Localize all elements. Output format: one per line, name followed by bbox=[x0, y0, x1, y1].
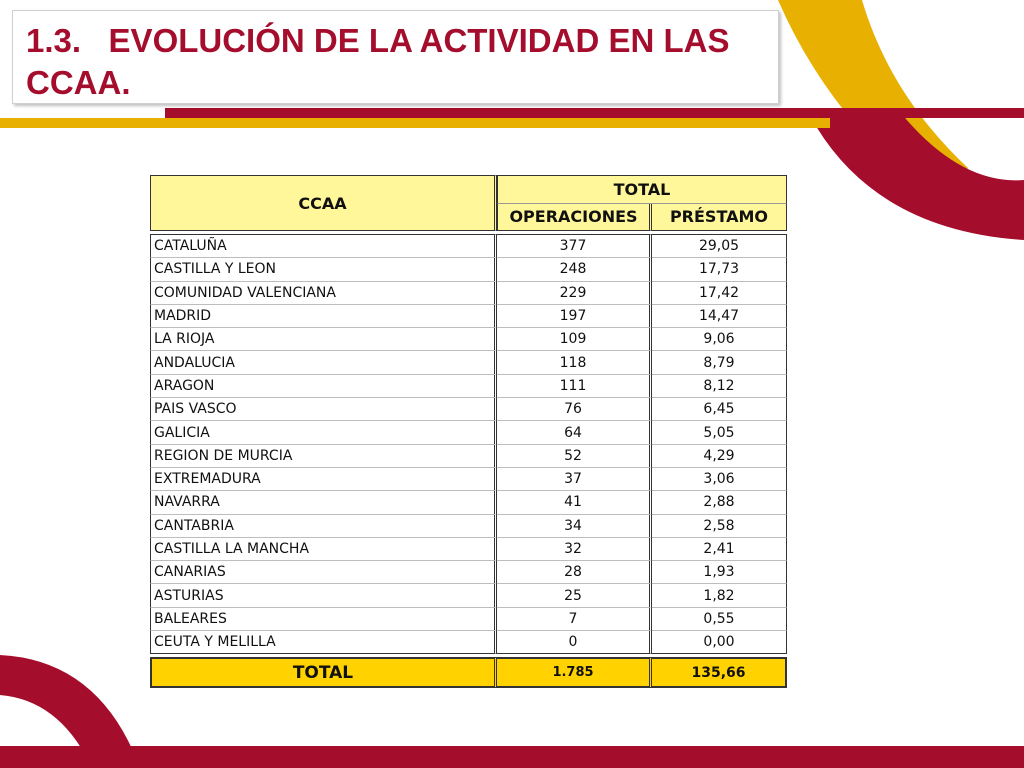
total-prestamo: 135,66 bbox=[652, 657, 787, 688]
total-label: TOTAL bbox=[150, 657, 497, 688]
cell-ccaa: NAVARRA bbox=[150, 491, 497, 514]
cell-prestamo: 2,88 bbox=[652, 491, 787, 514]
cell-operaciones: 64 bbox=[497, 421, 652, 444]
table-row bbox=[150, 561, 787, 584]
cell-prestamo: 2,41 bbox=[652, 538, 787, 561]
table-row bbox=[150, 538, 787, 561]
table-row bbox=[150, 328, 787, 351]
cell-ccaa: EXTREMADURA bbox=[150, 468, 497, 491]
cell-operaciones: 109 bbox=[497, 328, 652, 351]
cell-operaciones: 377 bbox=[497, 234, 652, 258]
cell-operaciones: 118 bbox=[497, 351, 652, 374]
cell-operaciones: 0 bbox=[497, 631, 652, 654]
table-row bbox=[150, 258, 787, 281]
cell-ccaa: ANDALUCIA bbox=[150, 351, 497, 374]
header-ccaa: CCAA bbox=[150, 175, 497, 231]
bottom-stripe-decoration bbox=[0, 746, 1024, 768]
cell-operaciones: 34 bbox=[497, 515, 652, 538]
cell-ccaa: GALICIA bbox=[150, 421, 497, 444]
table-row bbox=[150, 515, 787, 538]
cell-prestamo: 1,93 bbox=[652, 561, 787, 584]
cell-operaciones: 28 bbox=[497, 561, 652, 584]
crimson-stripe-decoration bbox=[165, 108, 1024, 118]
cell-prestamo: 5,05 bbox=[652, 421, 787, 444]
cell-prestamo: 8,12 bbox=[652, 375, 787, 398]
table-row bbox=[150, 282, 787, 305]
cell-ccaa: CEUTA Y MELILLA bbox=[150, 631, 497, 654]
cell-prestamo: 17,42 bbox=[652, 282, 787, 305]
crimson-swoosh-decoration bbox=[808, 112, 1024, 240]
cell-prestamo: 3,06 bbox=[652, 468, 787, 491]
cell-prestamo: 2,58 bbox=[652, 515, 787, 538]
table-row bbox=[150, 631, 787, 654]
cell-prestamo: 1,82 bbox=[652, 584, 787, 607]
title-box bbox=[12, 10, 779, 104]
table-row bbox=[150, 491, 787, 514]
cell-prestamo: 0,00 bbox=[652, 631, 787, 654]
cell-ccaa: BALEARES bbox=[150, 608, 497, 631]
cell-operaciones: 25 bbox=[497, 584, 652, 607]
ccaa-table-container bbox=[150, 175, 787, 688]
cell-prestamo: 29,05 bbox=[652, 234, 787, 258]
table-row bbox=[150, 398, 787, 421]
header-prestamo: PRÉSTAMO bbox=[652, 204, 787, 232]
cell-ccaa: CANTABRIA bbox=[150, 515, 497, 538]
cell-ccaa: ASTURIAS bbox=[150, 584, 497, 607]
cell-prestamo: 14,47 bbox=[652, 305, 787, 328]
table-row bbox=[150, 234, 787, 258]
cell-ccaa: CASTILLA LA MANCHA bbox=[150, 538, 497, 561]
header-total: TOTAL bbox=[497, 175, 787, 204]
gold-underline-decoration bbox=[0, 118, 830, 128]
total-row bbox=[150, 657, 787, 688]
cell-prestamo: 8,79 bbox=[652, 351, 787, 374]
slide-title: 1.3. EVOLUCIÓN DE LA ACTIVIDAD EN LAS CCAA. bbox=[26, 22, 730, 101]
cell-operaciones: 52 bbox=[497, 445, 652, 468]
cell-operaciones: 111 bbox=[497, 375, 652, 398]
cell-prestamo: 4,29 bbox=[652, 445, 787, 468]
cell-prestamo: 17,73 bbox=[652, 258, 787, 281]
cell-ccaa: PAIS VASCO bbox=[150, 398, 497, 421]
cell-ccaa: CANARIAS bbox=[150, 561, 497, 584]
cell-operaciones: 32 bbox=[497, 538, 652, 561]
table-body bbox=[150, 231, 787, 654]
cell-prestamo: 6,45 bbox=[652, 398, 787, 421]
cell-ccaa: ARAGON bbox=[150, 375, 497, 398]
cell-operaciones: 37 bbox=[497, 468, 652, 491]
cell-ccaa: CATALUÑA bbox=[150, 234, 497, 258]
cell-operaciones: 76 bbox=[497, 398, 652, 421]
cell-operaciones: 197 bbox=[497, 305, 652, 328]
cell-ccaa: COMUNIDAD VALENCIANA bbox=[150, 282, 497, 305]
cell-operaciones: 7 bbox=[497, 608, 652, 631]
table-row bbox=[150, 468, 787, 491]
ccaa-table bbox=[150, 175, 787, 688]
total-operaciones: 1.785 bbox=[497, 657, 652, 688]
table-row bbox=[150, 305, 787, 328]
cell-prestamo: 0,55 bbox=[652, 608, 787, 631]
table-row bbox=[150, 375, 787, 398]
cell-ccaa: LA RIOJA bbox=[150, 328, 497, 351]
cell-operaciones: 248 bbox=[497, 258, 652, 281]
cell-ccaa: CASTILLA Y LEON bbox=[150, 258, 497, 281]
table-row bbox=[150, 608, 787, 631]
cell-ccaa: MADRID bbox=[150, 305, 497, 328]
table-row bbox=[150, 421, 787, 444]
cell-operaciones: 229 bbox=[497, 282, 652, 305]
cell-ccaa: REGION DE MURCIA bbox=[150, 445, 497, 468]
cell-operaciones: 41 bbox=[497, 491, 652, 514]
header-operaciones: OPERACIONES bbox=[497, 204, 652, 232]
table-row bbox=[150, 445, 787, 468]
table-row bbox=[150, 351, 787, 374]
cell-prestamo: 9,06 bbox=[652, 328, 787, 351]
table-row bbox=[150, 584, 787, 607]
